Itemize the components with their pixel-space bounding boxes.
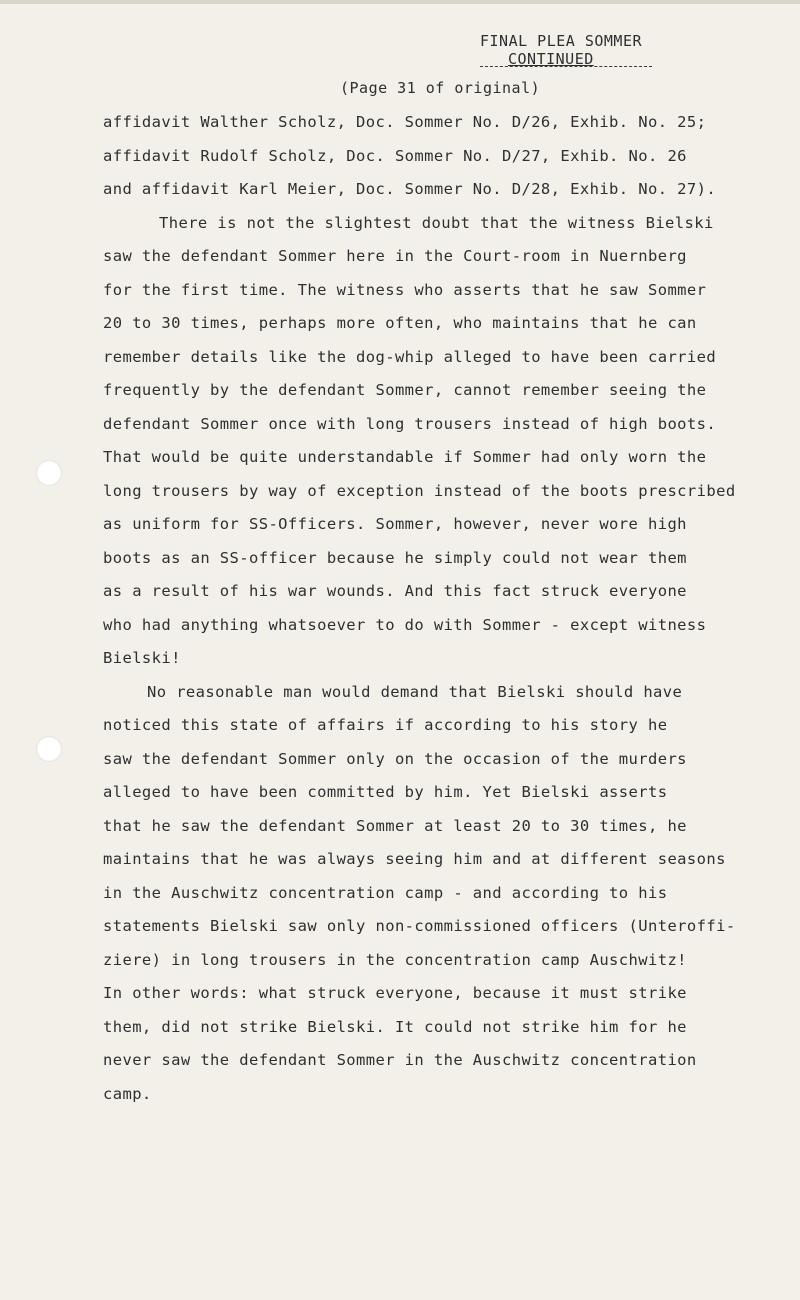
header-subtitle: CONTINUED <box>508 50 594 68</box>
text-line: and affidavit Karl Meier, Doc. Sommer No. D/28, Exhib. No. 27). <box>103 180 717 198</box>
text-line: ziere) in long trousers in the concentration camp Auschwitz! <box>103 950 687 969</box>
text-line: No reasonable man would demand that Bielski should have <box>147 682 683 701</box>
text-line: affidavit Walther Scholz, Doc. Sommer No. D/26, Exhib. No. 25; <box>103 113 707 131</box>
document-body <box>103 112 773 1117</box>
text-line: 20 to 30 times, perhaps more often, who maintains that he can <box>103 314 697 332</box>
text-line: Bielski! <box>103 649 181 667</box>
paper-top-edge <box>0 0 800 4</box>
text-line: long trousers by way of exception instead of the boots prescribed <box>103 481 736 500</box>
text-line: who had anything whatsoever to do with Sommer - except witness <box>103 615 707 634</box>
text-line: as a result of his war wounds. And this fact struck everyone <box>103 582 687 600</box>
text-line: That would be quite understandable if Sommer had only worn the <box>103 448 707 466</box>
text-line: saw the defendant Sommer only on the occasion of the murders <box>103 749 687 768</box>
text-line: remember details like the dog-whip alleged to have been carried <box>103 347 717 366</box>
text-line: camp. <box>103 1084 152 1103</box>
text-line: them, did not strike Bielski. It could not strike him for he <box>103 1017 687 1036</box>
header-dashed-rule <box>480 66 652 67</box>
page-reference: (Page 31 of original) <box>340 79 541 97</box>
header-title: FINAL PLEA SOMMER <box>480 32 643 50</box>
text-line: saw the defendant Sommer here in the Court-room in Nuernberg <box>103 247 687 265</box>
text-line: maintains that he was always seeing him and at different seasons <box>103 850 726 868</box>
text-line: statements Bielski saw only non-commissioned officers (Unteroffi- <box>103 917 736 935</box>
text-line: in the Auschwitz concentration camp - and according to his <box>103 883 668 902</box>
text-line: In other words: what struck everyone, because it must strike <box>103 984 687 1002</box>
document-header <box>480 32 670 68</box>
text-line: boots as an SS-officer because he simply could not wear them <box>103 548 687 567</box>
text-line: as uniform for SS-Officers. Sommer, however, never wore high <box>103 515 687 533</box>
text-line: never saw the defendant Sommer in the Auschwitz concentration <box>103 1051 697 1069</box>
punch-hole <box>36 736 62 762</box>
text-line: There is not the slightest doubt that the witness Bielski <box>159 213 714 232</box>
text-line: frequently by the defendant Sommer, cannot remember seeing the <box>103 381 707 399</box>
punch-hole <box>36 460 62 486</box>
text-line: defendant Sommer once with long trousers instead of high boots. <box>103 414 717 433</box>
text-line: alleged to have been committed by him. Yet Bielski asserts <box>103 783 668 801</box>
text-line: affidavit Rudolf Scholz, Doc. Sommer No. D/27, Exhib. No. 26 <box>103 146 687 165</box>
text-line: noticed this state of affairs if according to his story he <box>103 716 668 734</box>
text-line: that he saw the defendant Sommer at least 20 to 30 times, he <box>103 816 687 835</box>
text-line: for the first time. The witness who asserts that he saw Sommer <box>103 280 707 299</box>
